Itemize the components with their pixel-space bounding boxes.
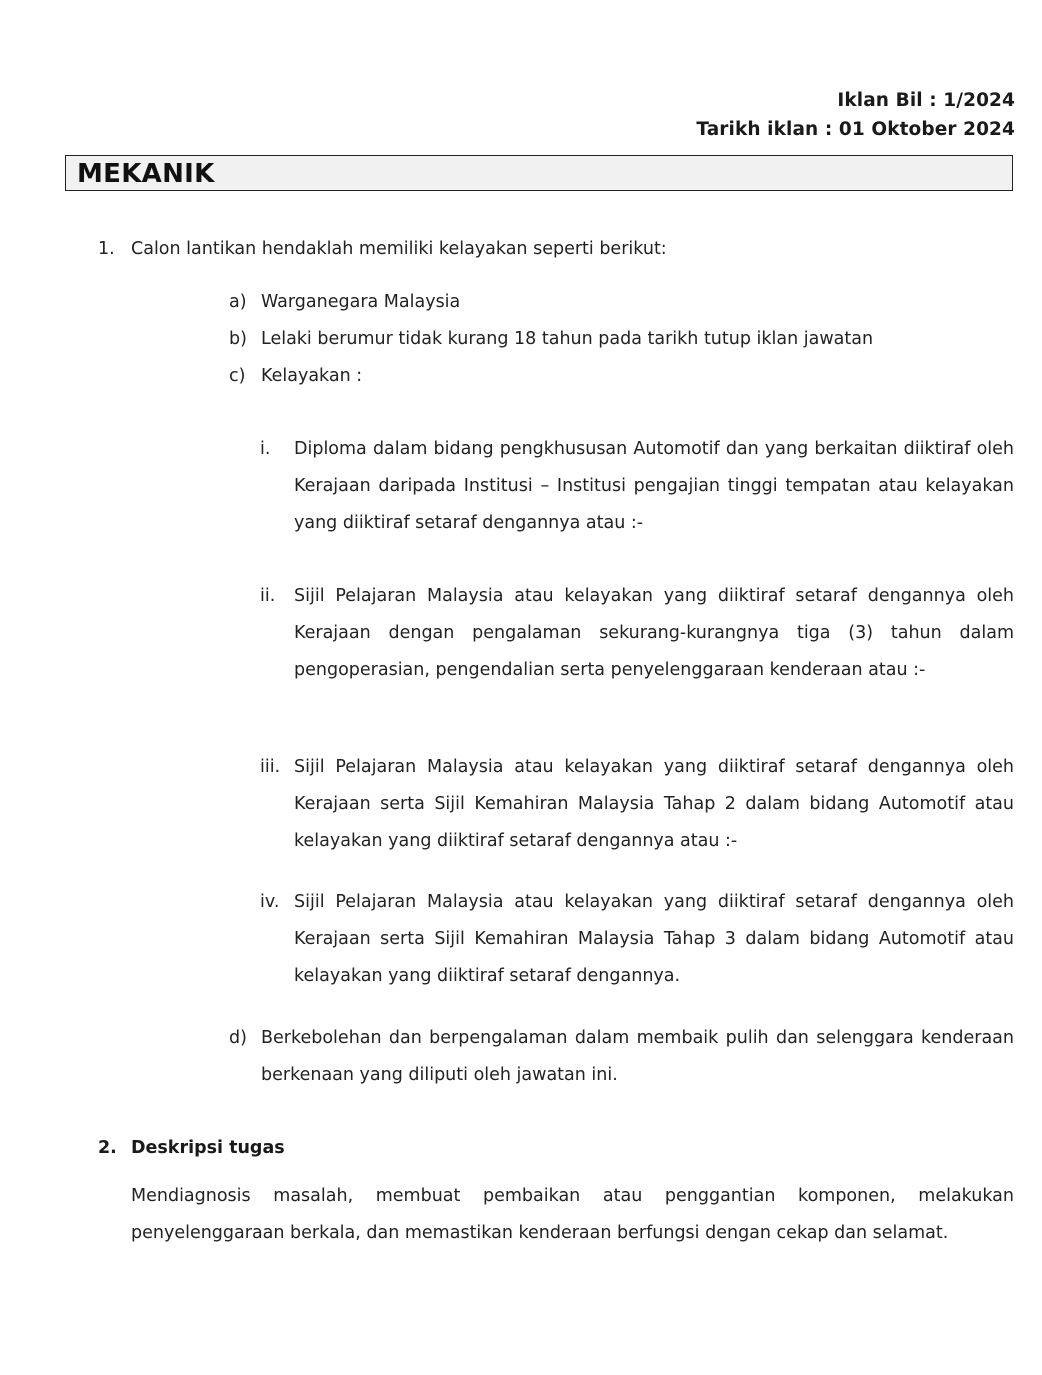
qualification-i-text: Diploma dalam bidang pengkhususan Automotif dan yang berkaitan diiktiraf oleh Kerajaan daripada Institusi – Institusi pengajian tinggi tempatan atau kelayakan yang diiktiraf setaraf dengannya atau :- <box>294 439 1014 533</box>
item-c-text: Kelayakan : <box>261 366 363 386</box>
qualification-i-marker: i. <box>260 439 271 459</box>
section2-body: Mendiagnosis masalah, membuat pembaikan atau penggantian komponen, melakukan penyelenggaraan berkala, dan memastikan kenderaan berfungsi dengan cekap dan selamat. <box>131 1186 1014 1243</box>
ad-meta <box>696 86 1015 144</box>
ad-date: Tarikh iklan : 01 Oktober 2024 <box>696 119 1015 140</box>
qualification-iv-marker: iv. <box>260 892 280 912</box>
item-a-marker: a) <box>229 292 247 312</box>
qualification-iii-text: Sijil Pelajaran Malaysia atau kelayakan yang diiktiraf setaraf dengannya oleh Kerajaan serta Sijil Kemahiran Malaysia Tahap 2 dalam bidang Automotif atau kelayakan yang diiktiraf setaraf dengannya atau :- <box>294 757 1014 851</box>
section1-number: 1. <box>98 239 115 259</box>
section1-intro: Calon lantikan hendaklah memiliki kelayakan seperti berikut: <box>131 239 667 259</box>
ad-number: Iklan Bil : 1/2024 <box>837 90 1015 111</box>
section2-number: 2. <box>98 1138 117 1158</box>
item-c-marker: c) <box>229 366 246 386</box>
item-a-text: Warganegara Malaysia <box>261 292 461 312</box>
job-title: MEKANIK <box>77 159 215 189</box>
qualification-ii-marker: ii. <box>260 586 276 606</box>
qualification-iii-marker: iii. <box>260 757 281 777</box>
job-title-box <box>65 155 1013 191</box>
item-d-text: Berkebolehan dan berpengalaman dalam membaik pulih dan selenggara kenderaan berkenaan yang diliputi oleh jawatan ini. <box>261 1028 1014 1085</box>
item-b-marker: b) <box>229 329 247 349</box>
item-b-text: Lelaki berumur tidak kurang 18 tahun pada tarikh tutup iklan jawatan <box>261 329 874 349</box>
section2-title: Deskripsi tugas <box>131 1138 285 1158</box>
qualification-iv-text: Sijil Pelajaran Malaysia atau kelayakan yang diiktiraf setaraf dengannya oleh Kerajaan serta Sijil Kemahiran Malaysia Tahap 3 dalam bidang Automotif atau kelayakan yang diiktiraf setaraf dengannya. <box>294 892 1014 986</box>
item-d-marker: d) <box>229 1028 247 1048</box>
qualification-ii-text: Sijil Pelajaran Malaysia atau kelayakan yang diiktiraf setaraf dengannya oleh Kerajaan dengan pengalaman sekurang-kurangnya tiga (3) tahun dalam pengoperasian, pengendalian serta penyelenggaraan kenderaan atau :- <box>294 586 1014 680</box>
